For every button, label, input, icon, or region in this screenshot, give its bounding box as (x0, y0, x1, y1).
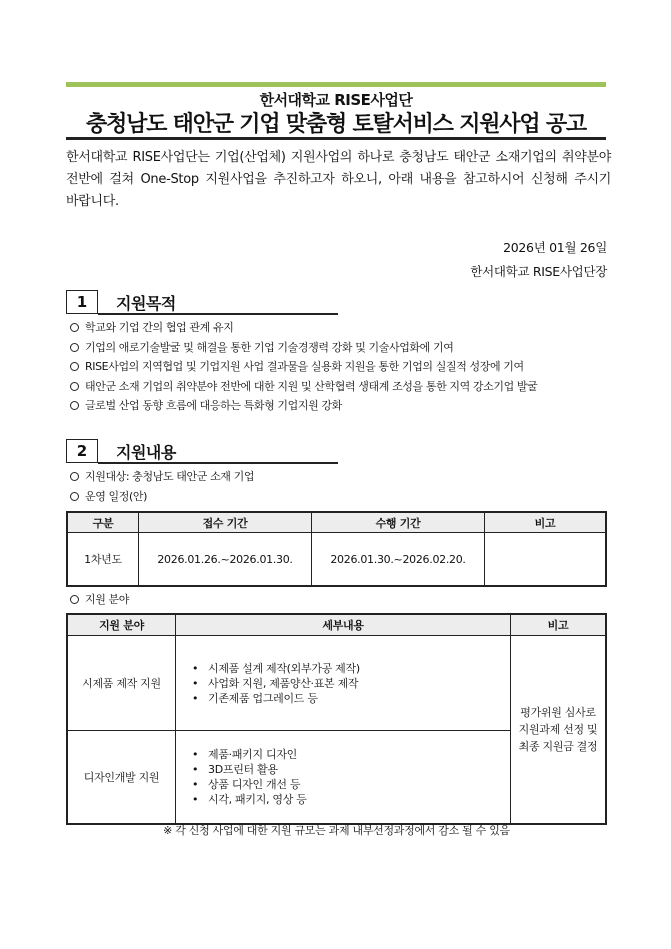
schedule-table (66, 511, 607, 587)
section-2-heading (66, 439, 338, 463)
circle-bullet-icon (70, 343, 79, 352)
field-label-list (70, 590, 630, 610)
list-item: 운영 일정(안) (70, 487, 630, 507)
table-header-cell: 세부내용 (176, 614, 511, 636)
field-detail-cell (176, 636, 511, 731)
field-name-cell: 시제품 제작 지원 (67, 636, 176, 731)
detail-item: • 제품·패키지 디자인 (198, 747, 510, 762)
circle-bullet-icon (70, 323, 79, 332)
table-header-cell: 지원 분야 (67, 614, 176, 636)
table-cell: 2026.01.26.~2026.01.30. (139, 533, 312, 587)
table-row (67, 636, 606, 731)
signer: 한서대학교 RISE사업단장 (470, 264, 607, 279)
circle-bullet-icon (70, 362, 79, 371)
announcement-date: 2026년 01월 26일 (503, 240, 607, 255)
field-detail-cell (176, 731, 511, 825)
section-2-underline (98, 462, 338, 464)
circle-bullet-icon (70, 595, 79, 604)
list-item: 학교와 기업 간의 협업 관계 유지 (70, 318, 630, 338)
detail-item: • 시각, 패키지, 영상 등 (198, 792, 510, 807)
section-2-title: 지원내용 (116, 443, 176, 462)
support-intro-list (70, 467, 630, 506)
section-1-heading (66, 290, 338, 314)
support-field-table (66, 613, 607, 825)
circle-bullet-icon (70, 401, 79, 410)
intro-paragraph: 한서대학교 RISE사업단는 기업(산업체) 지원사업의 하나로 충청남도 태안군 소재기업의 취약분야 전반에 걸쳐 One-Stop 지원사업을 추진하고자 하오니, 아래 내용을 참고하시어 신청해 주시기 바랍니다. (66, 150, 611, 209)
list-item: 지원 분야 (70, 590, 630, 610)
circle-bullet-icon (70, 492, 79, 501)
table-cell (485, 533, 607, 587)
table-cell: 2026.01.30.~2026.02.20. (312, 533, 485, 587)
header-accent-bar (66, 82, 606, 87)
section-1-title: 지원목적 (116, 294, 176, 313)
detail-item: • 기존제품 업그레이드 등 (198, 691, 510, 706)
table-header-cell: 접수 기간 (139, 512, 312, 533)
section-1-underline (98, 313, 338, 315)
detail-item: • 상품 디자인 개선 등 (198, 777, 510, 792)
table-header-cell: 비고 (485, 512, 607, 533)
field-note-cell: 평가위원 심사로 지원과제 선정 및 최종 지원금 결정 (511, 636, 607, 825)
table-cell: 1차년도 (67, 533, 139, 587)
circle-bullet-icon (70, 382, 79, 391)
table-row (67, 533, 606, 587)
table-header-row (67, 614, 606, 636)
list-item: 글로벌 산업 동향 흐름에 대응하는 특화형 기업지원 강화 (70, 396, 630, 416)
table-header-row (67, 512, 606, 533)
table-header-cell: 비고 (511, 614, 607, 636)
organization-title: 한서대학교 RISE사업단 (259, 91, 413, 109)
field-name-cell: 디자인개발 지원 (67, 731, 176, 825)
header-divider (66, 137, 606, 140)
purpose-list (70, 318, 630, 416)
list-item: RISE사업의 지역협업 및 기업지원 사업 결과물을 실용화 지원을 통한 기업의 실질적 성장에 기여 (70, 357, 630, 377)
table-header-cell: 구분 (67, 512, 139, 533)
table-header-cell: 수행 기간 (312, 512, 485, 533)
detail-item: • 3D프린터 활용 (198, 762, 510, 777)
list-item: 기업의 애로기술발굴 및 해결을 통한 기업 기술경쟁력 강화 및 기술사업화에 기여 (70, 338, 630, 358)
list-item: 지원대상: 충청남도 태안군 소재 기업 (70, 467, 630, 487)
page-title: 충청남도 태안군 기업 맞춤형 토탈서비스 지원사업 공고 (86, 112, 586, 137)
section-2-number: 2 (66, 439, 98, 463)
detail-item: • 시제품 설계 제작(외부가공 제작) (198, 661, 510, 676)
footnote: ※ 각 신청 사업에 대한 지원 규모는 과제 내부선정과정에서 감소 될 수 있음 (163, 824, 510, 837)
detail-item: • 사업화 지원, 제품양산·표본 제작 (198, 676, 510, 691)
circle-bullet-icon (70, 472, 79, 481)
list-item: 태안군 소재 기업의 취약분야 전반에 대한 지원 및 산학협력 생태계 조성을 통한 지역 강소기업 발굴 (70, 377, 630, 397)
section-1-number: 1 (66, 290, 98, 314)
